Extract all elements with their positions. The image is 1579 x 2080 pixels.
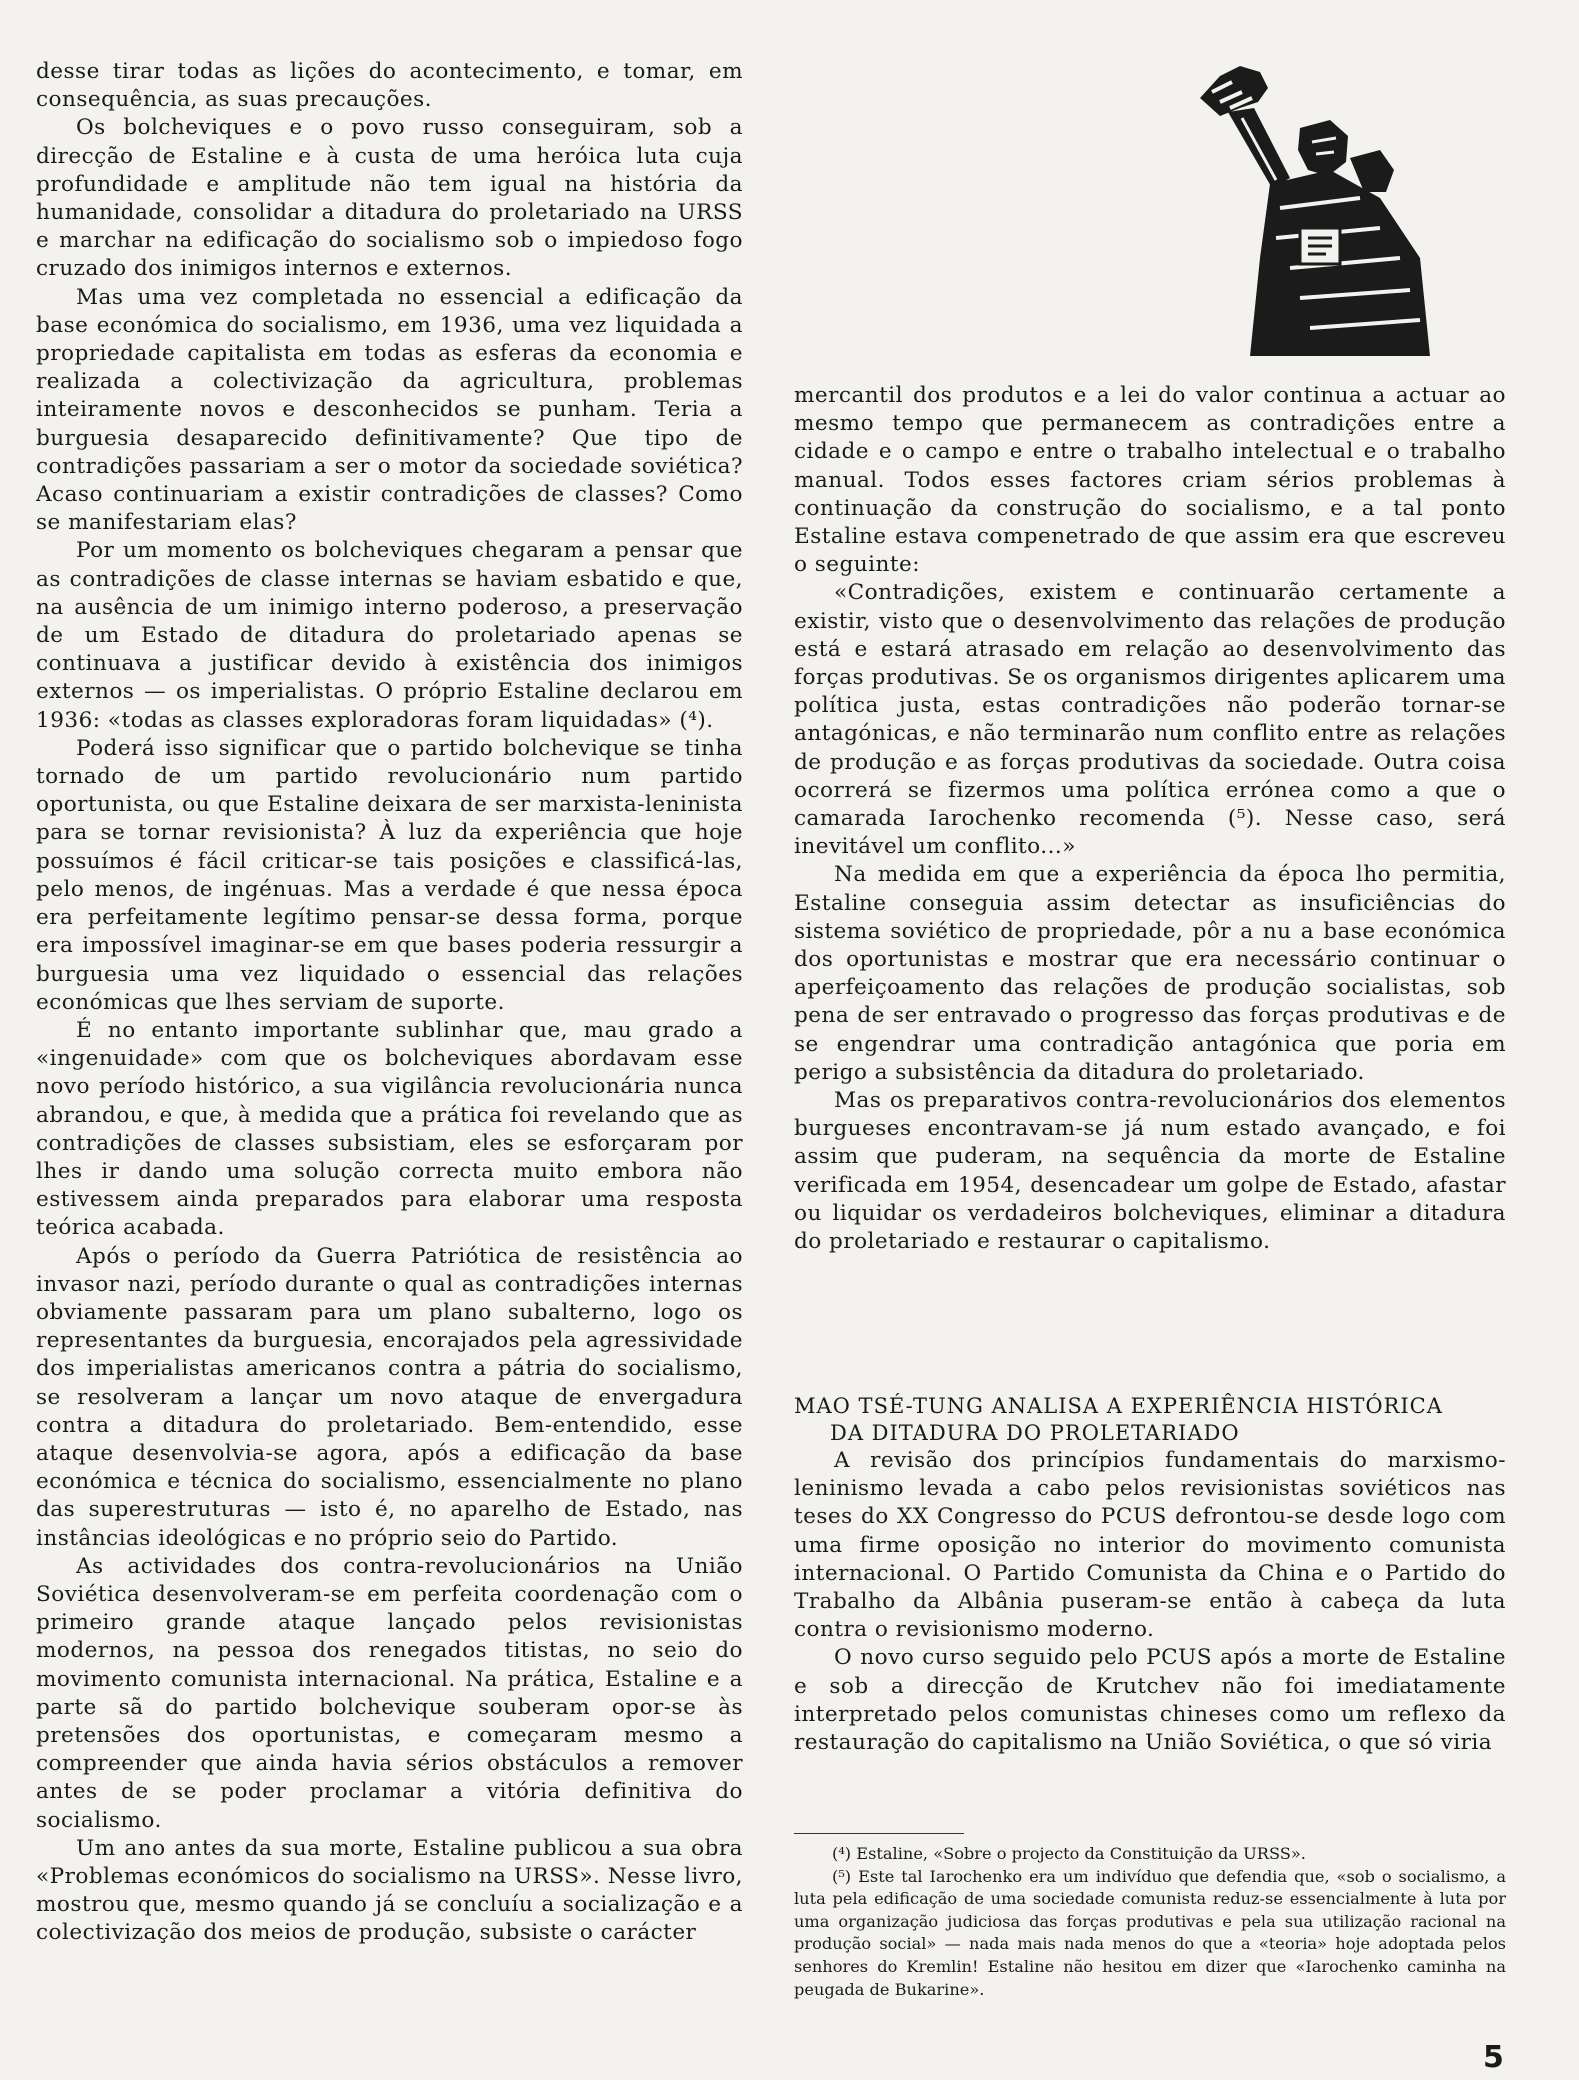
paragraph: A revisão dos princípios fundamentais do marxismo-leninismo levada a cabo pelos revisionistas soviéticos nas teses do XX Congresso do PCUS defrontou-se desde logo com uma firme oposição no interior do movimento comunista internacional. O Partido Comunista da China e o Partido do Trabalho da Albânia puseram-se então à cabeça da luta contra o revisionismo moderno.	[794, 1448, 1506, 1643]
section-body	[794, 1447, 1506, 1757]
paragraph: Um ano antes da sua morte, Estaline publicou a sua obra «Problemas económicos do socialismo na URSS». Nesse livro, mostrou que, mesmo quando já se concluíu a socialização e a colectivização dos meios de produção, subsiste o carácter	[36, 1835, 743, 1946]
section-heading-line: MAO TSÉ-TUNG ANALISA A EXPERIÊNCIA HISTÓRICA	[794, 1394, 1443, 1418]
paragraph: O novo curso seguido pelo PCUS após a morte de Estaline e sob a direcção de Krutchev não foi imediatamente interpretado pelos comunistas chineses como um reflexo da restauração do capitalismo na União Soviética, o que só viria	[794, 1645, 1506, 1756]
paragraph: É no entanto importante sublinhar que, mau grado a «ingenuidade» com que os bolcheviques abordavam esse novo período histórico, a sua vigilância revolucionária nunca abrandou, e que, à medida que a prática foi revelando que as contradições de classes subsistiam, eles se esforçaram por lhes ir dando uma solução correcta muito embora não estivessem ainda preparados para elaborar uma resposta teórica acabada.	[36, 1017, 743, 1241]
left-column	[36, 58, 743, 1948]
paragraph: desse tirar todas as lições do acontecimento, e tomar, em consequência, as suas precauções.	[36, 59, 743, 113]
footnote-divider	[794, 1833, 964, 1834]
paragraph: mercantil dos produtos e a lei do valor continua a actuar ao mesmo tempo que permanecem as contradições entre a cidade e o campo e entre o trabalho intelectual e o trabalho manual. Todos esses factores criam sérios problemas à continuação da construção do socialismo, e a tal ponto Estaline estava compenetrado de que assim era que escreveu o seguinte:	[794, 383, 1506, 578]
page-number: 5	[1483, 2040, 1504, 2075]
woodcut-raised-fist-worker-icon	[1180, 58, 1430, 356]
footnote: (⁵) Este tal Iarochenko era um indivíduo que defendia que, «sob o socialismo, a luta pela edificação de uma sociedade comunista reduz-se essencialmente à luta por uma organização judiciosa das forças produtivas e pela sua utilização racional na produção social» — nada mais nada menos do que a «teoria» hoje adoptada pelos senhores do Kremlin! Estaline não hesitou em dizer que «Iarochenko caminha na peugada de Bukarine».	[794, 1866, 1506, 1999]
paragraph: Na medida em que a experiência da época lho permitia, Estaline conseguia assim detectar as insuficiências do sistema soviético de propriedade, pôr a nu a base económica dos oportunistas e mostrar que era necessário continuar o aperfeiçoamento das relações de produção socialistas, sob pena de ser entravado o progresso das forças produtivas e de se engendrar uma contradição antagónica que poria em perigo a subsistência da ditadura do proletariado.	[794, 862, 1506, 1085]
paragraph: As actividades dos contra-revolucionários na União Soviética desenvolveram-se em perfeita coordenação com o primeiro grande ataque lançado pelos revisionistas modernos, na pessoa dos renegados titistas, no seio do movimento comunista internacional. Na prática, Estaline e a parte sã do partido bolchevique souberam opor-se às pretensões dos oportunistas, e começaram mesmo a compreender que ainda havia sérios obstáculos a remover antes de se poder proclamar a vitória definitiva do socialismo.	[36, 1553, 743, 1833]
paragraph: Os bolcheviques e o povo russo conseguiram, sob a direcção de Estaline e à custa de uma heróica luta cuja profundidade e amplitude não tem igual na história da humanidade, consolidar a ditadura do proletariado na URSS e marchar na edificação do socialismo sob o impiedoso fogo cruzado dos inimigos internos e externos.	[36, 115, 743, 282]
paragraph: Mas os preparativos contra-revolucionários dos elementos burgueses encontravam-se já num estado avançado, e foi assim que puderam, na sequência da morte de Estaline verificada em 1954, desencadear um golpe de Estado, afastar ou liquidar os verdadeiros bolcheviques, eliminar a ditadura do proletariado e restaurar o capitalismo.	[794, 1088, 1506, 1255]
footnotes	[794, 1843, 1506, 2001]
right-column	[794, 382, 1506, 1256]
section-heading-line: DA DITADURA DO PROLETARIADO	[830, 1421, 1240, 1445]
paragraph: Mas uma vez completada no essencial a edificação da base económica do socialismo, em 1936, uma vez liquidada a propriedade capitalista em todas as esferas da economia e realizada a colectivização da agricultura, problemas inteiramente novos e desconhecidos se punham. Teria a burguesia desaparecido definitivamente? Que tipo de contradições passariam a ser o motor da sociedade soviética? Acaso continuariam a existir contradições de classes? Como se manifestariam elas?	[36, 284, 743, 536]
footnote: (⁴) Estaline, «Sobre o projecto da Constituição da URSS».	[832, 1844, 1306, 1863]
paragraph: Poderá isso significar que o partido bolchevique se tinha tornado de um partido revolucionário num partido oportunista, ou que Estaline deixara de ser marxista-leninista para se tornar revisionista? À luz da experiência que hoje possuímos é fácil criticar-se tais posições e classificá-las, pelo menos, de ingénuas. Mas a verdade é que nessa época era perfeitamente legítimo pensar-se dessa forma, porque era impossível imaginar-se em que bases poderia ressurgir a burguesia uma vez liquidado o essencial das relações económicas que lhes serviam de suporte.	[36, 735, 743, 1015]
paragraph: Por um momento os bolcheviques chegaram a pensar que as contradições de classe internas se haviam esbatido e que, na ausência de um inimigo interno poderoso, a preservação de um Estado de ditadura do proletariado apenas se continuava a justificar devido à existência dos inimigos externos — os imperialistas. O próprio Estaline declarou em 1936: «todas as classes exploradoras foram liquidadas» (⁴).	[36, 538, 743, 733]
section-heading	[794, 1393, 1506, 1447]
quote-paragraph: «Contradições, existem e continuarão certamente a existir, visto que o desenvolvimento das relações de produção está e estará atrasado em relação ao desenvolvimento das forças produtivas. Se os organismos dirigentes aplicarem uma política justa, estas contradições não poderão tornar-se antagónicas, e não terminarão num conflito entre as relações de produção e as forças produtivas da sociedade. Outra coisa ocorrerá se fizermos uma política errónea como a que o camarada Iarochenko recomenda (⁵). Nesse caso, será inevitável um conflito...»	[794, 580, 1506, 860]
paragraph: Após o período da Guerra Patriótica de resistência ao invasor nazi, período durante o qual as contradições internas obviamente passaram para um plano subalterno, logo os representantes da burguesia, encorajados pela agressividade dos imperialistas americanos contra a pátria do socialismo, se resolveram a lançar um novo ataque de envergadura contra a ditadura do proletariado. Bem-entendido, esse ataque desenvolvia-se agora, após a edificação da base económica e técnica do socialismo, essencialmente no plano das superestruturas — isto é, no aparelho de Estado, nas instâncias ideológicas e no próprio seio do Partido.	[36, 1243, 743, 1551]
